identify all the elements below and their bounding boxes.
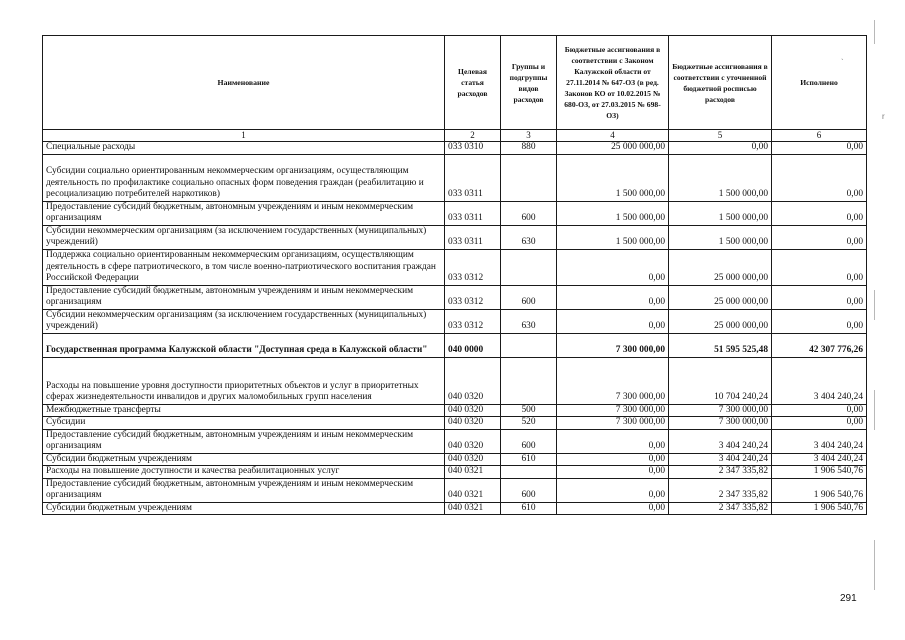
row-expense-group: 610 <box>501 502 557 515</box>
row-executed: 0,00 <box>772 154 867 201</box>
row-law-allocation: 1 500 000,00 <box>557 225 669 249</box>
row-executed: 42 307 776,26 <box>772 333 867 357</box>
scan-edge-mark <box>874 540 875 590</box>
row-name: Субсидии социально ориентированным некоммерческим организациям, осуществляющим деятельность по профилактике социально опасных форм поведения граждан (реабилитацию и ресоциализацию потребителей наркотиков) <box>43 154 445 201</box>
row-budget-schedule: 1 500 000,00 <box>669 201 772 225</box>
row-expense-group: 600 <box>501 429 557 453</box>
row-executed: 1 906 540,76 <box>772 466 867 479</box>
header-row <box>43 36 867 130</box>
row-name: Субсидии <box>43 417 445 430</box>
table-row <box>43 417 867 430</box>
table-row <box>43 225 867 249</box>
row-executed: 0,00 <box>772 309 867 333</box>
row-law-allocation: 0,00 <box>557 466 669 479</box>
row-target-article: 033 0312 <box>445 249 501 285</box>
row-target-article: 040 0320 <box>445 429 501 453</box>
row-executed: 0,00 <box>772 285 867 309</box>
table-row <box>43 285 867 309</box>
row-expense-group: 500 <box>501 404 557 417</box>
header-expense-group: Группы и подгруппы видов расходов <box>501 36 557 130</box>
row-law-allocation: 7 300 000,00 <box>557 333 669 357</box>
scan-speck: r <box>882 112 885 121</box>
row-law-allocation: 0,00 <box>557 453 669 466</box>
row-budget-schedule: 2 347 335,82 <box>669 478 772 502</box>
row-budget-schedule: 2 347 335,82 <box>669 466 772 479</box>
row-budget-schedule: 0,00 <box>669 142 772 155</box>
column-number: 4 <box>557 130 669 142</box>
row-target-article: 040 0320 <box>445 404 501 417</box>
row-executed: 0,00 <box>772 201 867 225</box>
row-target-article: 040 0321 <box>445 466 501 479</box>
row-law-allocation: 0,00 <box>557 478 669 502</box>
table-row <box>43 309 867 333</box>
scan-speck: ` <box>841 58 844 67</box>
table-row <box>43 201 867 225</box>
row-name: Предоставление субсидий бюджетным, автономным учреждениям и иным некоммерческим организациям <box>43 429 445 453</box>
row-name: Предоставление субсидий бюджетным, автономным учреждениям и иным некоммерческим организациям <box>43 478 445 502</box>
table-row <box>43 249 867 285</box>
row-budget-schedule: 25 000 000,00 <box>669 249 772 285</box>
row-name: Расходы на повышение доступности и качества реабилитационных услуг <box>43 466 445 479</box>
row-target-article: 033 0310 <box>445 142 501 155</box>
row-target-article: 040 0321 <box>445 478 501 502</box>
row-law-allocation: 7 300 000,00 <box>557 404 669 417</box>
row-expense-group: 630 <box>501 309 557 333</box>
budget-table <box>42 35 867 515</box>
row-expense-group <box>501 357 557 404</box>
row-budget-schedule: 1 500 000,00 <box>669 154 772 201</box>
row-name: Субсидии некоммерческим организациям (за исключением государственных (муниципальных) учреждений) <box>43 225 445 249</box>
row-expense-group <box>501 466 557 479</box>
scan-edge-mark <box>874 390 875 430</box>
table-row <box>43 357 867 404</box>
header-budget-schedule: Бюджетные ассигнования в соответствии с уточненной бюджетной росписью расходов <box>669 36 772 130</box>
row-name: Межбюджетные трансферты <box>43 404 445 417</box>
row-law-allocation: 0,00 <box>557 285 669 309</box>
row-executed: 3 404 240,24 <box>772 429 867 453</box>
scan-edge-mark <box>874 290 875 320</box>
row-target-article: 033 0311 <box>445 225 501 249</box>
row-budget-schedule: 7 300 000,00 <box>669 404 772 417</box>
row-expense-group <box>501 249 557 285</box>
row-target-article: 040 0320 <box>445 357 501 404</box>
row-budget-schedule: 1 500 000,00 <box>669 225 772 249</box>
row-target-article: 033 0311 <box>445 154 501 201</box>
header-executed: Исполнено <box>772 36 867 130</box>
row-law-allocation: 25 000 000,00 <box>557 142 669 155</box>
table-body <box>43 142 867 515</box>
row-law-allocation: 0,00 <box>557 429 669 453</box>
column-number: 2 <box>445 130 501 142</box>
column-number: 5 <box>669 130 772 142</box>
row-law-allocation: 7 300 000,00 <box>557 357 669 404</box>
row-target-article: 033 0311 <box>445 201 501 225</box>
row-budget-schedule: 3 404 240,24 <box>669 453 772 466</box>
row-budget-schedule: 2 347 335,82 <box>669 502 772 515</box>
row-law-allocation: 0,00 <box>557 309 669 333</box>
row-expense-group: 630 <box>501 225 557 249</box>
table-row <box>43 502 867 515</box>
row-expense-group: 600 <box>501 478 557 502</box>
row-expense-group: 520 <box>501 417 557 430</box>
row-budget-schedule: 51 595 525,48 <box>669 333 772 357</box>
row-executed: 0,00 <box>772 249 867 285</box>
row-executed: 0,00 <box>772 417 867 430</box>
row-law-allocation: 7 300 000,00 <box>557 417 669 430</box>
row-budget-schedule: 25 000 000,00 <box>669 285 772 309</box>
header-target-article: Целевая статья расходов <box>445 36 501 130</box>
row-executed: 0,00 <box>772 142 867 155</box>
row-law-allocation: 0,00 <box>557 249 669 285</box>
column-number: 1 <box>43 130 445 142</box>
scan-edge-mark <box>874 20 875 44</box>
row-law-allocation: 1 500 000,00 <box>557 154 669 201</box>
row-executed: 1 906 540,76 <box>772 478 867 502</box>
row-budget-schedule: 7 300 000,00 <box>669 417 772 430</box>
page-number: 291 <box>840 593 857 604</box>
row-expense-group: 600 <box>501 285 557 309</box>
row-name: Государственная программа Калужской области "Доступная среда в Калужской области" <box>43 333 445 357</box>
row-target-article: 040 0320 <box>445 453 501 466</box>
row-name: Поддержка социально ориентированным некоммерческим организациям, осуществляющим деятельность в сфере патриотического, в том числе военно-патриотического воспитания граждан Российской Федерации <box>43 249 445 285</box>
row-law-allocation: 0,00 <box>557 502 669 515</box>
row-name: Субсидии бюджетным учреждениям <box>43 502 445 515</box>
table-row <box>43 154 867 201</box>
row-executed: 3 404 240,24 <box>772 453 867 466</box>
table-row <box>43 478 867 502</box>
row-target-article: 033 0312 <box>445 309 501 333</box>
row-expense-group <box>501 333 557 357</box>
row-executed: 3 404 240,24 <box>772 357 867 404</box>
row-executed: 0,00 <box>772 225 867 249</box>
row-expense-group <box>501 154 557 201</box>
row-budget-schedule: 25 000 000,00 <box>669 309 772 333</box>
row-name: Предоставление субсидий бюджетным, автономным учреждениям и иным некоммерческим организациям <box>43 201 445 225</box>
row-expense-group: 600 <box>501 201 557 225</box>
row-name: Расходы на повышение уровня доступности приоритетных объектов и услуг в приоритетных сферах жизнедеятельности инвалидов и других маломобильных групп населения <box>43 357 445 404</box>
row-executed: 0,00 <box>772 404 867 417</box>
header-law-allocation: Бюджетные ассигнования в соответствии с Законом Калужской области от 27.11.2014 № 647-ОЗ (в ред. Законов КО от 10.02.2015 № 680-ОЗ, от 27.03.2015 № 698-ОЗ) <box>557 36 669 130</box>
row-name: Субсидии некоммерческим организациям (за исключением государственных (муниципальных) учреждений) <box>43 309 445 333</box>
row-budget-schedule: 10 704 240,24 <box>669 357 772 404</box>
column-number: 6 <box>772 130 867 142</box>
column-number: 3 <box>501 130 557 142</box>
row-executed: 1 906 540,76 <box>772 502 867 515</box>
column-number-row <box>43 130 867 142</box>
table-row <box>43 333 867 357</box>
table-row <box>43 429 867 453</box>
row-expense-group: 610 <box>501 453 557 466</box>
row-law-allocation: 1 500 000,00 <box>557 201 669 225</box>
row-target-article: 040 0000 <box>445 333 501 357</box>
row-expense-group: 880 <box>501 142 557 155</box>
header-name: Наименование <box>43 36 445 130</box>
table-row <box>43 142 867 155</box>
row-target-article: 040 0321 <box>445 502 501 515</box>
table-row <box>43 466 867 479</box>
row-budget-schedule: 3 404 240,24 <box>669 429 772 453</box>
row-name: Предоставление субсидий бюджетным, автономным учреждениям и иным некоммерческим организациям <box>43 285 445 309</box>
row-name: Специальные расходы <box>43 142 445 155</box>
row-name: Субсидии бюджетным учреждениям <box>43 453 445 466</box>
table-row <box>43 404 867 417</box>
row-target-article: 033 0312 <box>445 285 501 309</box>
table-row <box>43 453 867 466</box>
row-target-article: 040 0320 <box>445 417 501 430</box>
